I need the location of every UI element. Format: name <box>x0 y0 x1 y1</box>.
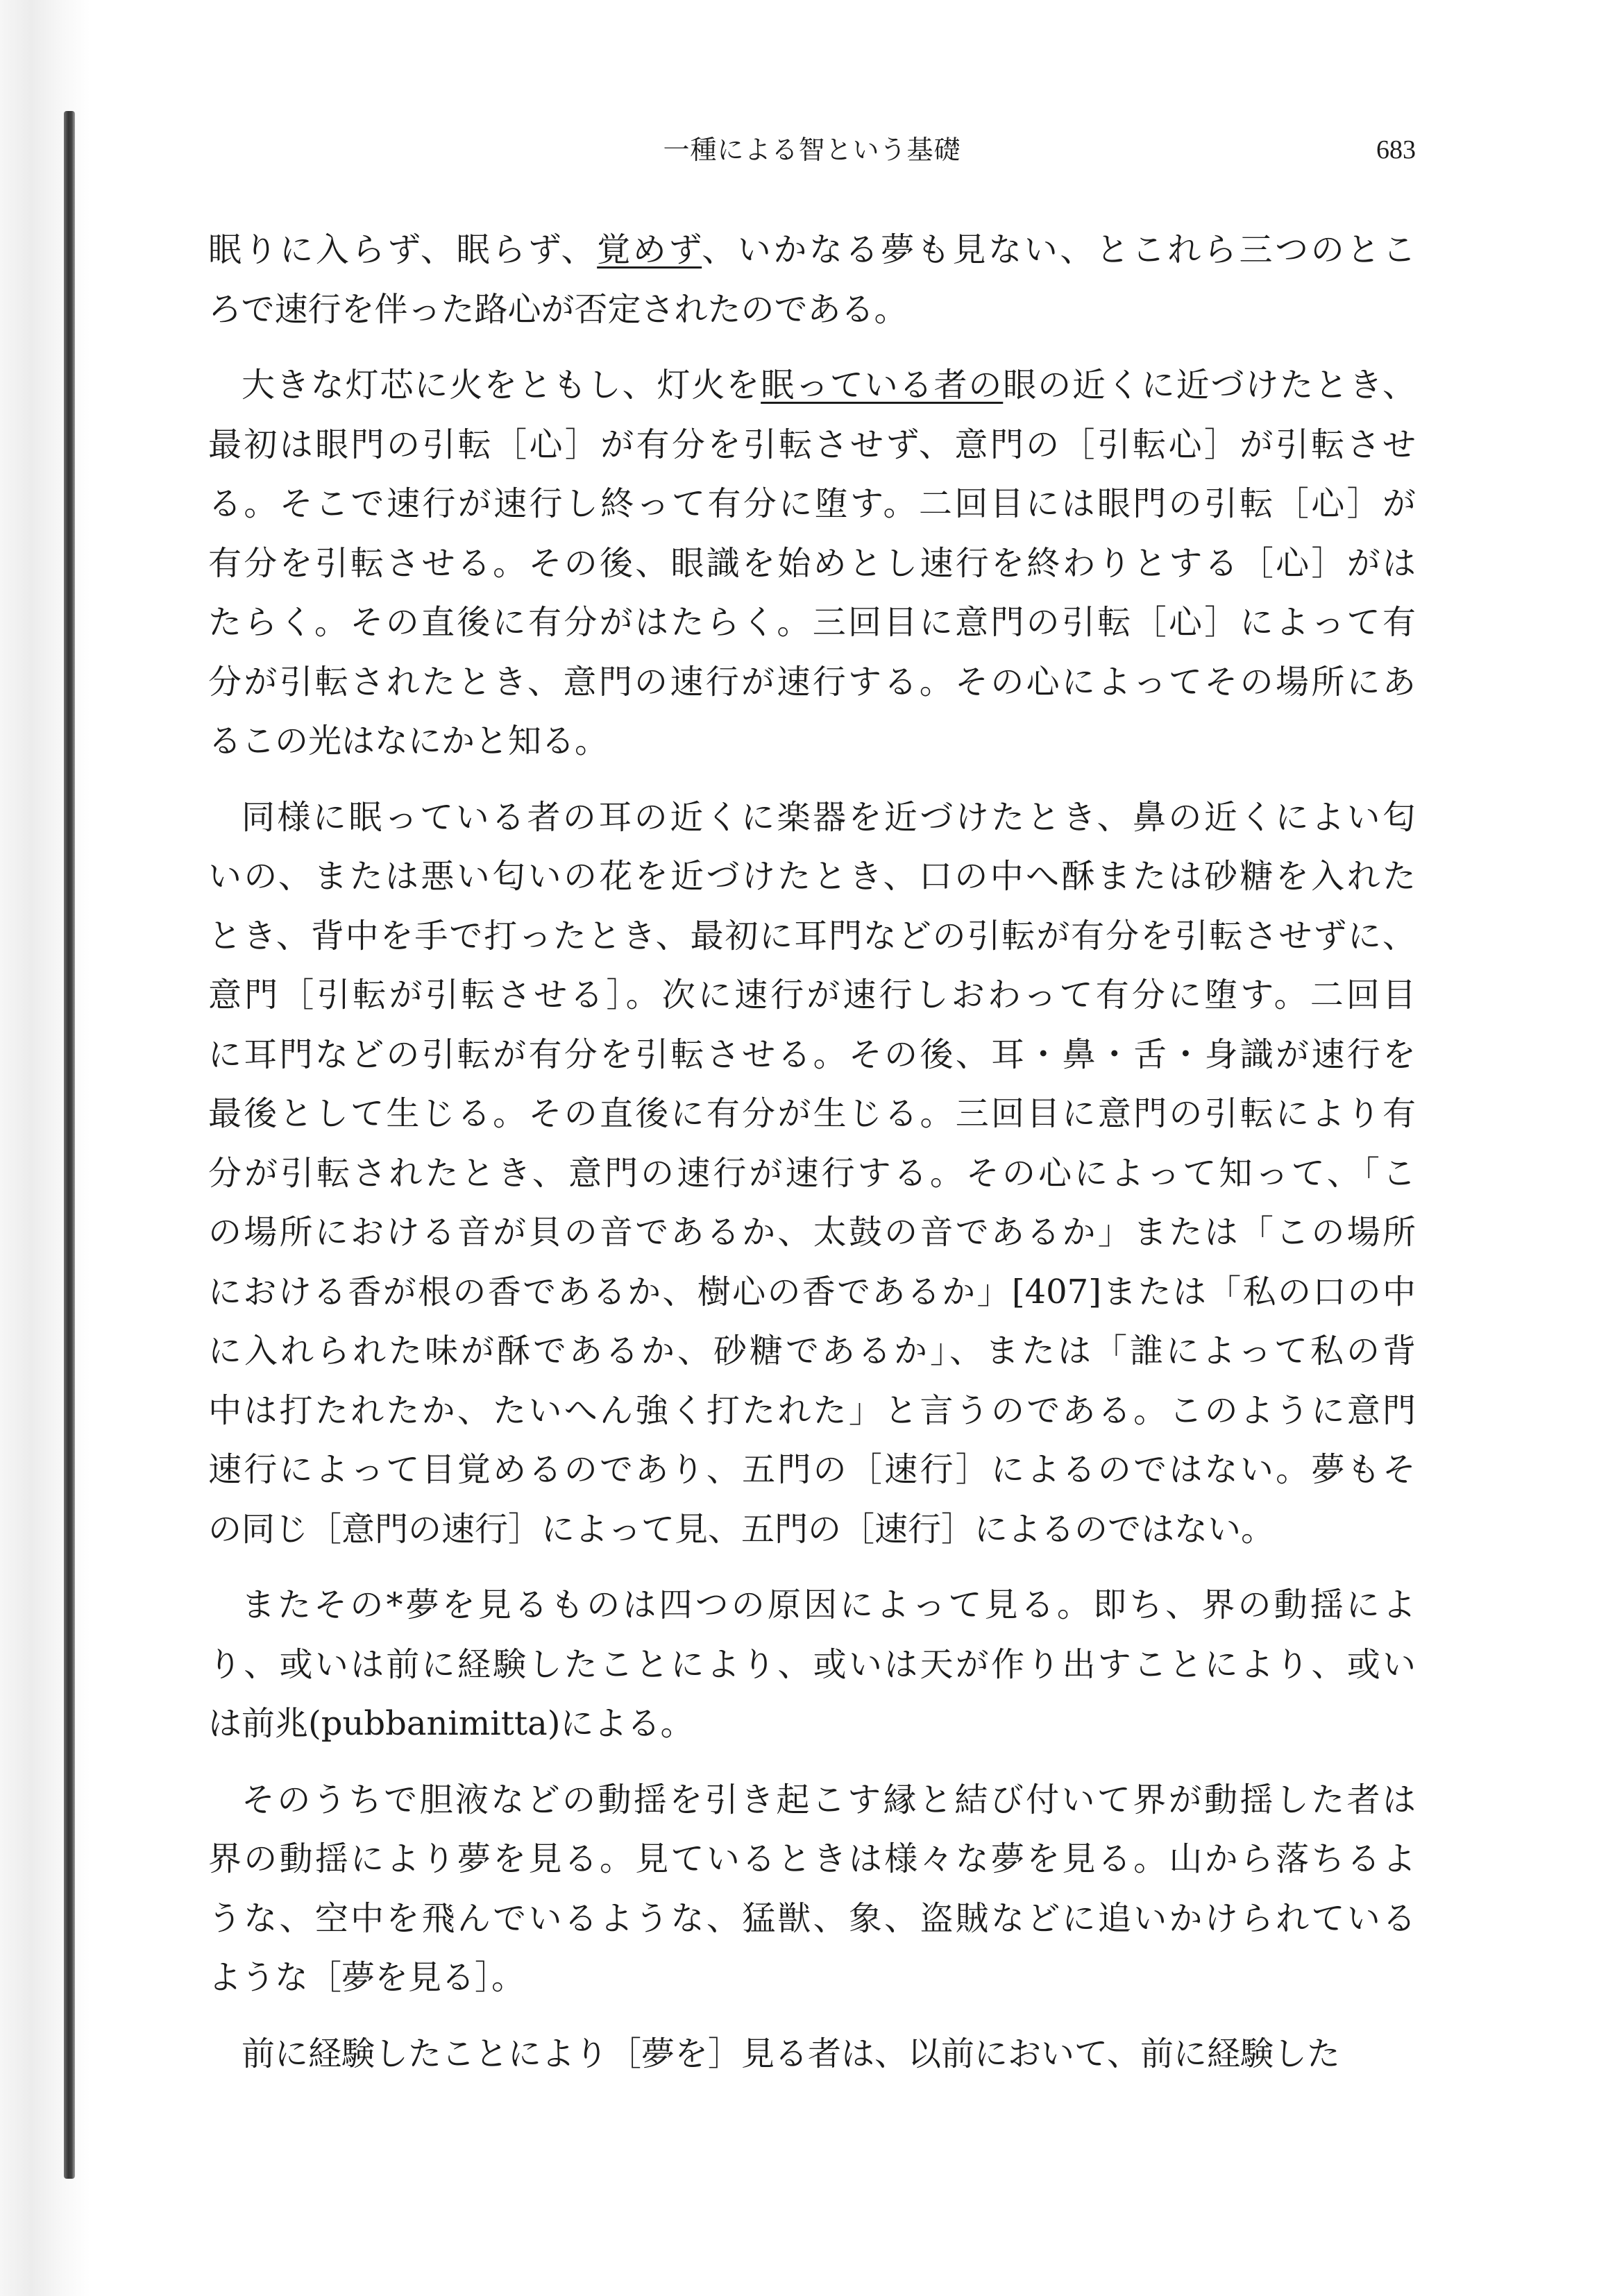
paragraph <box>208 2025 1416 2084</box>
text-segment: そのうちで胆液などの動揺を引き起こす縁と結び付いて界が動揺した者は <box>242 1780 1416 1819</box>
text-segment: るこの光はなにかと知る。 <box>208 722 609 760</box>
text-line <box>208 1889 1416 1949</box>
text-line <box>208 1263 1416 1323</box>
text-line <box>208 1144 1416 1204</box>
text-segment: うな、空中を飛んでいるような、猛獣、象、盗賊などに追いかけられている <box>208 1898 1416 1938</box>
text-line <box>208 1948 1416 2008</box>
paragraph <box>208 788 1416 1560</box>
text-segment: 速行によって目覚めるのであり、五門の［速行］によるのではない。夢もそ <box>208 1450 1416 1489</box>
text-segment: 界の動揺により夢を見る。見ているときは様々な夢を見る。山から落ちるよ <box>208 1839 1416 1878</box>
text-line <box>208 1830 1416 1889</box>
page-number: 683 <box>1376 135 1416 164</box>
text-line <box>208 1026 1416 1085</box>
text-line <box>208 1381 1416 1441</box>
text-line <box>208 1440 1416 1500</box>
text-segment: に耳門などの引転が有分を引転させる。その後、耳・鼻・舌・身識が速行を <box>208 1035 1416 1074</box>
text-line <box>208 653 1416 713</box>
text-segment: 大きな灯芯に火をともし、灯火を <box>242 366 761 405</box>
text-segment: たらく。その直後に有分がはたらく。三回目に意門の引転［心］によって有 <box>208 603 1416 642</box>
book-spine-shadow <box>0 0 90 2296</box>
text-segment: ろで速行を伴った路心が否定されたのである。 <box>208 289 908 329</box>
paragraph <box>208 1771 1416 2008</box>
text-line <box>208 712 1416 772</box>
text-line <box>208 1322 1416 1381</box>
text-segment: は前兆(pubbanimitta)による。 <box>208 1704 694 1743</box>
text-line <box>208 1203 1416 1263</box>
text-segment: 中は打たれたか、たいへん強く打たれた」と言うのである。このように意門 <box>208 1391 1416 1430</box>
text-segment: 同様に眠っている者の耳の近くに楽器を近づけたとき、鼻の近くによい匂 <box>242 797 1416 837</box>
text-line <box>208 1694 1416 1754</box>
text-line <box>208 1500 1416 1560</box>
paragraph <box>208 1576 1416 1754</box>
text-segment: またその*夢を見るものは四つの原因によって見る。即ち、界の動揺によ <box>242 1585 1416 1624</box>
text-line <box>208 280 1416 340</box>
text-line <box>208 221 1416 280</box>
page-header <box>208 129 1416 171</box>
text-segment: 前に経験したことにより［夢を］見る者は、以前において、前に経験した <box>242 2034 1341 2073</box>
text-segment: とき、背中を手で打ったとき、最初に耳門などの引転が有分を引転させずに、 <box>208 916 1416 955</box>
text-line <box>208 788 1416 848</box>
text-segment: の場所における音が貝の音であるか、太鼓の音であるか」または「この場所 <box>208 1213 1416 1252</box>
text-line <box>208 1635 1416 1695</box>
text-segment: 眠りに入らず、眠らず、 <box>208 230 598 269</box>
text-segment: り、或いは前に経験したことにより、或いは天が作り出すことにより、或い <box>208 1644 1416 1684</box>
text-line <box>208 534 1416 594</box>
text-segment: る。そこで速行が速行し終って有分に堕す。二回目には眼門の引転［心］が <box>208 484 1416 523</box>
paragraph <box>208 221 1416 339</box>
text-segment: ような［夢を見る］。 <box>208 1958 525 1997</box>
text-segment: 分が引転されたとき、意門の速行が速行する。その心によってその場所にあ <box>208 662 1416 701</box>
text-segment: 眼の近くに近づけたとき、 <box>1003 366 1416 405</box>
text-segment: の同じ［意門の速行］によって見、五門の［速行］によるのではない。 <box>208 1509 1275 1549</box>
body-text <box>208 221 1416 2084</box>
text-line <box>208 2025 1416 2084</box>
text-segment: いの、または悪い匂いの花を近づけたとき、口の中へ酥または砂糖を入れた <box>208 857 1416 896</box>
text-segment: 最後として生じる。その直後に有分が生じる。三回目に意門の引転により有 <box>208 1094 1416 1133</box>
book-spine-binding <box>64 111 75 2179</box>
text-segment: に入れられた味が酥であるか、砂糖であるか」、または「誰によって私の背 <box>208 1332 1416 1370</box>
text-line <box>208 416 1416 475</box>
text-segment: 分が引転されたとき、意門の速行が速行する。その心によって知って、「こ <box>208 1153 1416 1193</box>
text-segment: 有分を引転させる。その後、眼識を始めとし速行を終わりとする［心］がは <box>208 543 1416 583</box>
text-segment: 、いかなる夢も見ない、とこれら三つのとこ <box>702 230 1416 269</box>
text-line <box>208 907 1416 967</box>
text-line <box>208 966 1416 1026</box>
text-line <box>208 847 1416 907</box>
text-line <box>208 593 1416 653</box>
text-line <box>208 1085 1416 1144</box>
paragraph <box>208 356 1416 772</box>
running-title: 一種による智という基礎 <box>663 135 961 165</box>
text-segment: における香が根の香であるか、樹心の香であるか」[407]または「私の口の中 <box>208 1272 1416 1311</box>
text-segment: 最初は眼門の引転［心］が有分を引転させず、意門の［引転心］が引転させ <box>208 425 1416 464</box>
text-segment: 意門［引転が引転させる］。次に速行が速行しおわって有分に堕す。二回目 <box>208 976 1416 1014</box>
underlined-text: 眠っている者の <box>761 366 1004 405</box>
text-line <box>208 356 1416 416</box>
text-line <box>208 1771 1416 1830</box>
text-line <box>208 475 1416 534</box>
text-line <box>208 1576 1416 1635</box>
underlined-text: 覚めず <box>597 230 702 269</box>
